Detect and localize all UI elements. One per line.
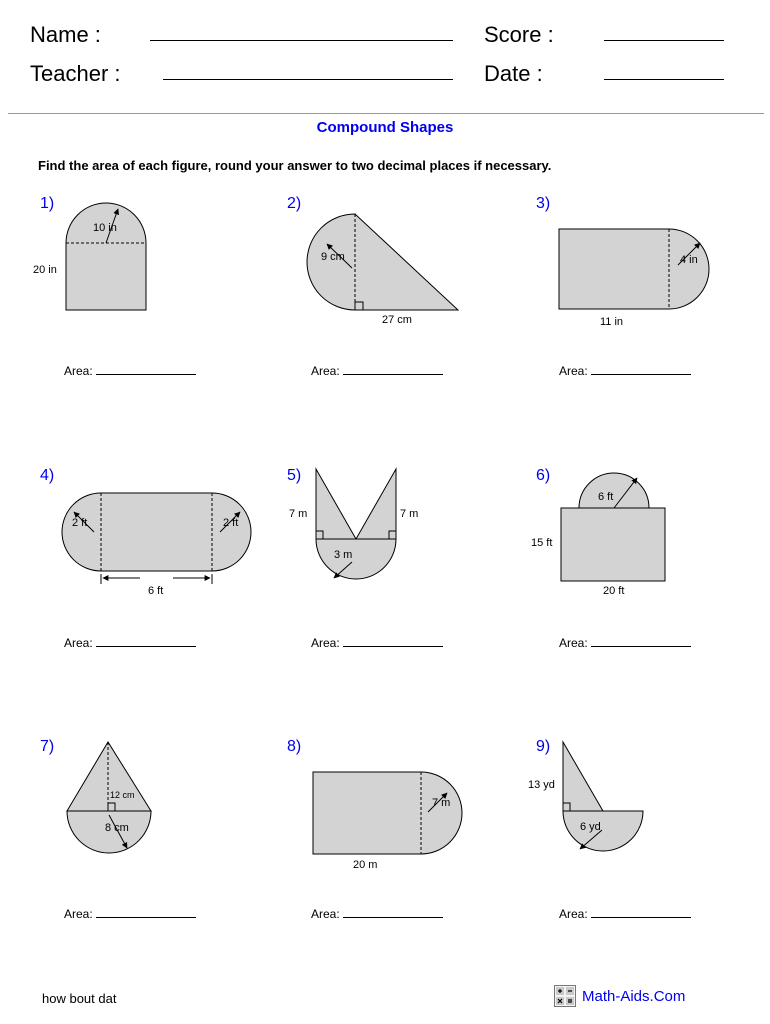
problem-number: 9) bbox=[536, 738, 551, 755]
date-label: Date : bbox=[484, 61, 543, 86]
dimension-label: 6 ft bbox=[598, 491, 614, 503]
figure-4 bbox=[62, 493, 251, 597]
figure-8 bbox=[313, 772, 462, 871]
area-label: Area: bbox=[311, 364, 340, 378]
footer-brand[interactable] bbox=[554, 985, 685, 1007]
dimension-label: 20 ft bbox=[603, 585, 625, 597]
dimension-label: 13 yd bbox=[528, 779, 555, 791]
dimension-label: 3 m bbox=[334, 549, 353, 561]
dimension-label: 20 m bbox=[353, 859, 378, 871]
figure-2 bbox=[307, 214, 458, 326]
score-label: Score : bbox=[484, 22, 554, 47]
calculator-icon bbox=[554, 985, 576, 1007]
area-label: Area: bbox=[64, 636, 93, 650]
dimension-label: 12 cm bbox=[110, 790, 135, 800]
area-label: Area: bbox=[64, 364, 93, 378]
dimension-label: 4 in bbox=[680, 254, 698, 266]
area-label: Area: bbox=[311, 907, 340, 921]
name-label: Name : bbox=[30, 22, 101, 47]
footer-note: how bout dat bbox=[42, 991, 117, 1006]
dimension-label: 8 cm bbox=[105, 822, 129, 834]
figure-3 bbox=[559, 229, 709, 328]
dimension-label: 20 in bbox=[33, 264, 57, 276]
problem-number: 1) bbox=[40, 195, 55, 212]
worksheet-title: Compound Shapes bbox=[316, 119, 454, 136]
problem-number: 3) bbox=[536, 195, 551, 212]
area-label: Area: bbox=[64, 907, 93, 921]
problem-number: 6) bbox=[536, 467, 551, 484]
teacher-label: Teacher : bbox=[30, 61, 121, 86]
problem-number: 5) bbox=[287, 467, 302, 484]
dimension-label: 11 in bbox=[600, 316, 624, 328]
dimension-label: 6 yd bbox=[580, 821, 601, 833]
figure-1 bbox=[33, 203, 146, 310]
brand-link[interactable]: Math-Aids.Com bbox=[582, 987, 686, 1005]
figure-6 bbox=[531, 473, 665, 597]
dimension-label: 10 in bbox=[93, 222, 117, 234]
dimension-label: 27 cm bbox=[382, 314, 412, 326]
area-label: Area: bbox=[559, 636, 588, 650]
area-label: Area: bbox=[559, 364, 588, 378]
dimension-label: 7 m bbox=[432, 797, 451, 809]
problem-number: 4) bbox=[40, 467, 55, 484]
problem-number: 7) bbox=[40, 738, 55, 755]
figure-5 bbox=[289, 469, 418, 579]
dimension-label: 2 ft bbox=[72, 517, 88, 529]
problem-number: 2) bbox=[287, 195, 302, 212]
area-label: Area: bbox=[311, 636, 340, 650]
dimension-label: 9 cm bbox=[321, 251, 345, 263]
figure-7 bbox=[67, 742, 151, 853]
instructions: Find the area of each figure, round your answer to two decimal places if necessary. bbox=[38, 158, 552, 173]
dimension-label: 15 ft bbox=[531, 537, 553, 549]
dimension-label: 7 m bbox=[289, 508, 308, 520]
dimension-label: 2 ft bbox=[223, 517, 239, 529]
dimension-label: 7 m bbox=[400, 508, 419, 520]
problem-number: 8) bbox=[287, 738, 302, 755]
area-label: Area: bbox=[559, 907, 588, 921]
dimension-label: 6 ft bbox=[148, 585, 164, 597]
figure-9 bbox=[528, 742, 643, 851]
